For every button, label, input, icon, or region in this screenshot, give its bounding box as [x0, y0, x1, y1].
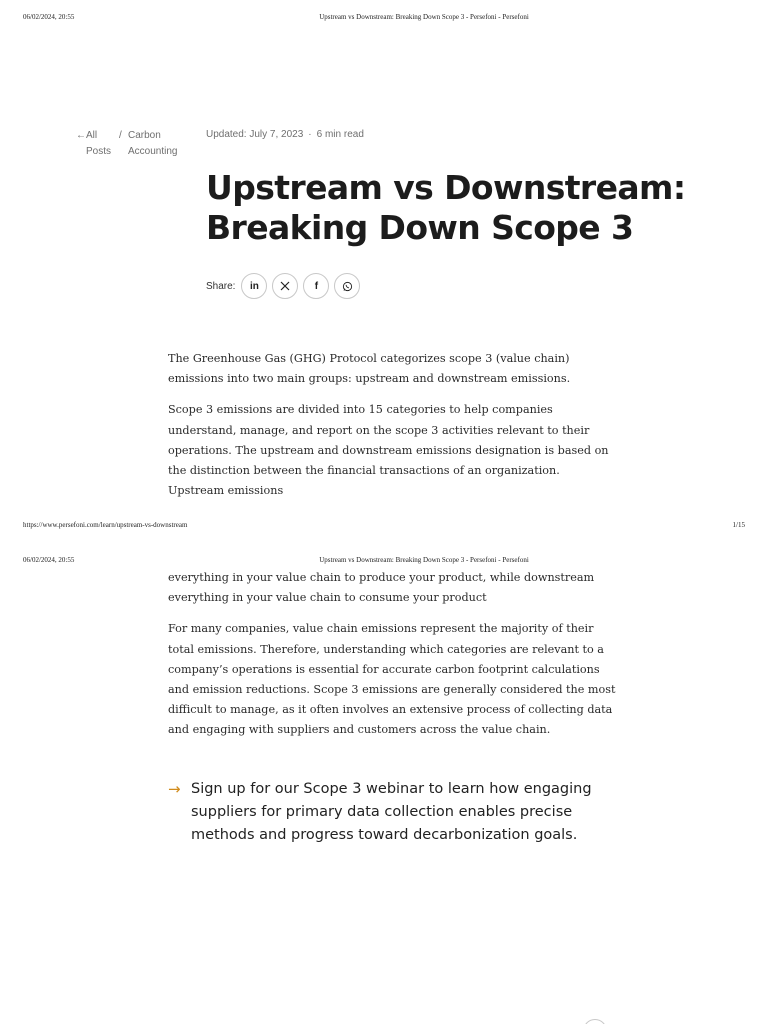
- meta-dot: ·: [308, 129, 312, 140]
- print-datetime-page-2: 06/02/2024, 20:55: [23, 556, 75, 564]
- print-doc-title: Upstream vs Downstream: Breaking Down Scope 3 - Persefoni - Persefoni: [319, 13, 529, 21]
- all-posts-link[interactable]: [76, 128, 110, 160]
- print-datetime: 06/02/2024, 20:55: [23, 13, 75, 21]
- share-facebook-button[interactable]: [303, 273, 329, 299]
- x-icon: [280, 281, 290, 291]
- share-linkedin-button[interactable]: [241, 273, 267, 299]
- print-url: https://www.persefoni.com/learn/upstream-vs-downstream: [23, 521, 188, 529]
- arrow-right-icon: →: [168, 780, 181, 798]
- linkedin-icon: in: [250, 280, 259, 292]
- scope3-categories-paragraph: Scope 3 emissions are divided into 15 categories to help companies understand, manage, and report on the scope 3 activities relevant to their operations. The upstream and downstream emissions designation is based on the distinction between the financial transactions of an organization. Upstream emissions: [168, 403, 609, 498]
- updated-date: Updated: July 7, 2023: [206, 129, 304, 140]
- webinar-callout-text[interactable]: Sign up for our Scope 3 webinar to learn how engaging suppliers for primary data collection enables precise methods and progress toward decarbonization goals.: [191, 781, 592, 843]
- page-title: Upstream vs Downstream: Breaking Down Scope 3: [206, 168, 686, 247]
- share-x-button[interactable]: [272, 273, 298, 299]
- category-link[interactable]: Carbon Accounting: [128, 130, 178, 157]
- share-label: Share:: [206, 280, 236, 292]
- emissions-majority-paragraph: For many companies, value chain emissions represent the majority of their total emissions. Therefore, understanding which categories are relevant to a company’s operations is essential for accurate carbon footprint calculations and emission reductions. Scope 3 emissions are generally considered the most difficult to manage, as it often involves an extensive process of collecting data and engaging with suppliers and customers across the value chain.: [168, 622, 616, 737]
- share-whatsapp-button[interactable]: [334, 273, 360, 299]
- arrow-left-icon: ←: [76, 130, 86, 141]
- all-posts-label: All Posts: [86, 130, 112, 157]
- article-body-page-1: [168, 349, 618, 512]
- facebook-icon: f: [314, 280, 319, 292]
- webinar-callout[interactable]: [168, 778, 608, 847]
- article-meta: [206, 128, 364, 142]
- value-chain-paragraph: everything in your value chain to produce your product, while downstream everything in your value chain to consume your product: [168, 571, 595, 605]
- whatsapp-icon: [342, 281, 353, 292]
- share-button-partial: [583, 1019, 607, 1024]
- read-time: 6 min read: [316, 129, 364, 140]
- article-body-page-2: [168, 568, 618, 752]
- breadcrumb-separator: /: [119, 130, 122, 141]
- print-doc-title-page-2: Upstream vs Downstream: Breaking Down Scope 3 - Persefoni - Persefoni: [319, 556, 529, 564]
- intro-paragraph: The Greenhouse Gas (GHG) Protocol categorizes scope 3 (value chain) emissions into two main groups: upstream and downstream emissions.: [168, 352, 571, 386]
- print-page-number: 1/15: [732, 521, 745, 529]
- share-bar: [206, 273, 365, 299]
